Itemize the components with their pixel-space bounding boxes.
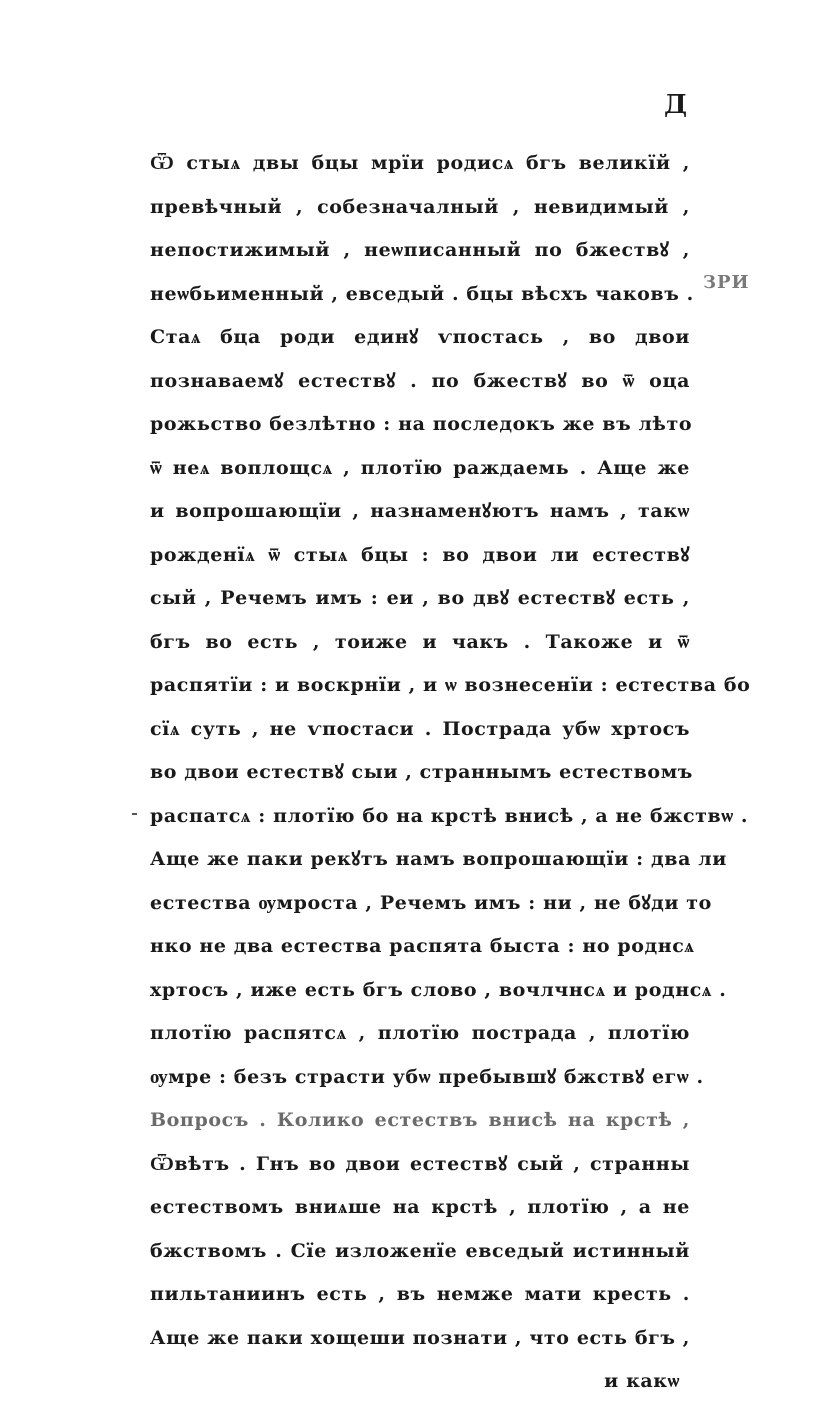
text-line: бжствомъ . Сїе изложенїе евседый истинный [150,1239,690,1262]
text-line: познаваемꙋ естествꙋ . по бжествꙋ во ѿ оца [150,369,690,392]
text-line: пильтаниинъ есть , въ немже мати кресть . [150,1283,690,1305]
ink-speck [132,813,137,815]
text-line: нко не два естества распята быста : но роднсѧ [150,935,695,957]
text-line: превѣчный , собезначалный , невидимый , [150,195,690,218]
text-line: естества ѹмроста , Речемъ имъ : ни , не бꙋди то [150,891,712,914]
text-line: сый , Речемъ имъ : еи , во двꙋ естествꙋ есть , [150,587,690,609]
text-line: Ѿ стыѧ двы бцы мрїи родисѧ бгъ великїй , [150,152,690,174]
text-line: распатсѧ : плотїю бо на крстѣ внисѣ , а не бжствѡ . [150,804,749,827]
text-line: рожьство безлѣтно : на последокъ же въ лѣто [150,413,693,435]
text-line: и вопрошающїи , назнаменꙋютъ намъ , такѡ [150,500,690,522]
text-line: хртосъ , иже есть бгъ слово , вочлчнсѧ и роднсѧ . [150,978,727,1001]
text-line: Аще же паки рекꙋтъ намъ вопрошающїи : два ли [150,848,727,870]
text-line: Вопросъ . Колико естествъ внисѣ на крстѣ , [150,1109,690,1131]
text-line: во двои естествꙋ сыи , страннымъ естествомъ [150,761,693,783]
text-line: Аще же паки хощеши познати , что есть бгъ , [150,1326,690,1349]
folio-number: Д [664,90,688,120]
text-line: ѿ неѧ воплощсѧ , плотїю раждаемь . Аще же [150,456,690,479]
text-line: ѹмре : безъ страсти убѡ пребывшꙋ бжствꙋ егѡ . [150,1065,704,1088]
text-line: сїѧ суть , не ѵпостаси . Пострада убѡ хртосъ [150,717,690,740]
text-line: Стаѧ бца роди единꙋ ѵпостась , во двои [150,326,690,348]
text-line: рожденїѧ ѿ стыѧ бцы : во двои ли естествꙋ [150,543,690,566]
text-line: непостижимый , неѡписанный по бжествꙋ , [150,239,690,261]
margin-note: ЗРИ [703,272,750,293]
text-line: естествомъ вниѧше на крстѣ , плотїю , а не [150,1196,690,1218]
text-line: распятїи : и воскрнїи , и ѡ вознесенїи : естества бо [150,674,751,696]
text-line: бгъ во есть , тоиже и чакъ . Такоже и ѿ [150,630,690,653]
text-line: неѡбьименный , евседый . бцы вѣсхъ чаковъ . [150,282,694,305]
text-line: и какѡ [604,1370,680,1392]
text-line: плотїю распятсѧ , плотїю пострада , плотїю [150,1022,690,1044]
text-line: Ѿвѣтъ . Гнъ во двои естествꙋ сый , странны [150,1152,690,1175]
